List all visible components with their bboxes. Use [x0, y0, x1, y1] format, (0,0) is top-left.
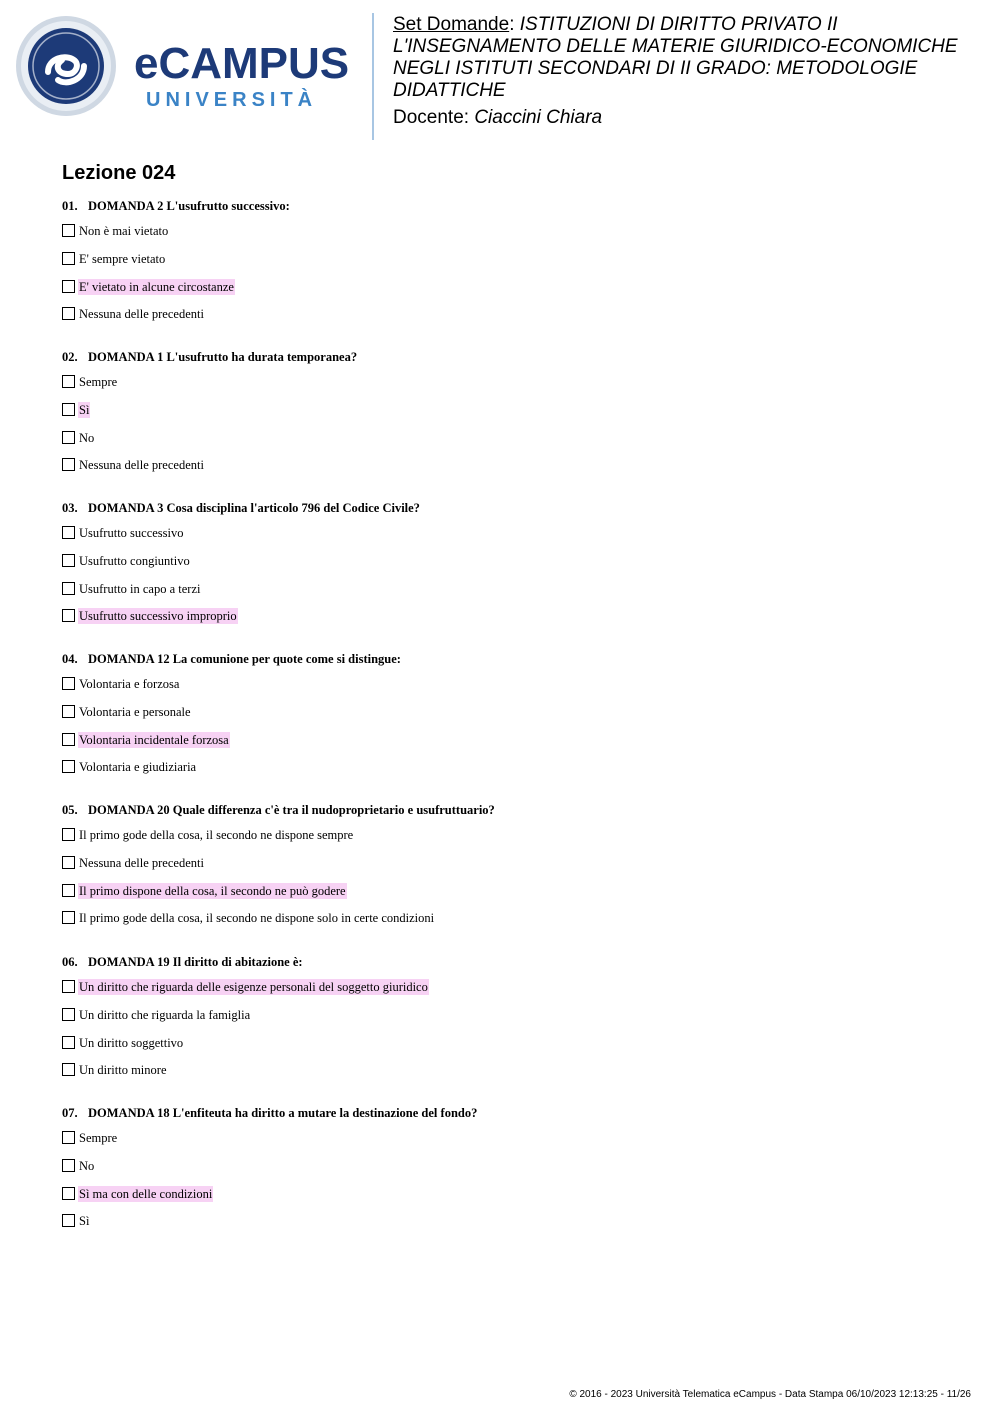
- document-header: [393, 14, 983, 129]
- correct-answer-text: Il primo dispone della cosa, il secondo ne può godere: [79, 883, 346, 898]
- answer-option: [62, 525, 962, 553]
- answer-option: [62, 608, 962, 636]
- answer-option: [62, 251, 962, 279]
- answer-checkbox[interactable]: [62, 307, 75, 320]
- answer-text: Usufrutto in capo a terzi: [79, 581, 201, 596]
- answer-option: [62, 306, 962, 334]
- question-number: 04.: [62, 652, 78, 666]
- answer-option: [62, 1035, 962, 1063]
- answer-checkbox[interactable]: [62, 1008, 75, 1021]
- answer-option: [62, 855, 962, 883]
- answer-checkbox[interactable]: [62, 1159, 75, 1172]
- question-title: [62, 348, 962, 374]
- docente-name: Ciaccini Chiara: [474, 107, 603, 128]
- question-text: DOMANDA 18 L'enfiteuta ha diritto a mutare la destinazione del fondo?: [88, 1106, 478, 1120]
- answer-option: [62, 1158, 962, 1186]
- answer-option: [62, 979, 962, 1007]
- lesson-title: Lezione 024: [62, 162, 176, 184]
- answer-checkbox[interactable]: [62, 1131, 75, 1144]
- question-item: [62, 499, 962, 636]
- answer-text: Nessuna delle precedenti: [79, 458, 204, 473]
- answer-option: [62, 279, 962, 307]
- course-line-3: NEGLI ISTITUTI SECONDARI DI II GRADO: METODOLOGIE: [393, 58, 918, 79]
- question-number: 05.: [62, 803, 78, 817]
- answer-option: [62, 704, 962, 732]
- answer-checkbox[interactable]: [62, 609, 75, 622]
- answer-checkbox[interactable]: [62, 458, 75, 471]
- question-number: 06.: [62, 955, 78, 969]
- answer-text: Sempre: [79, 1131, 118, 1145]
- answer-option: [62, 910, 962, 938]
- question-text: DOMANDA 1 L'usufrutto ha durata temporanea?: [88, 350, 358, 364]
- answer-checkbox[interactable]: [62, 980, 75, 993]
- answer-text: Un diritto soggettivo: [79, 1035, 184, 1050]
- answer-checkbox[interactable]: [62, 1063, 75, 1076]
- question-number: 01.: [62, 199, 78, 213]
- correct-answer-text: Sì ma con delle condizioni: [79, 1186, 213, 1201]
- answer-option: [62, 430, 962, 458]
- answer-checkbox[interactable]: [62, 403, 75, 416]
- answer-option: [62, 827, 962, 855]
- answer-text: Non è mai vietato: [79, 224, 169, 238]
- answer-checkbox[interactable]: [62, 760, 75, 773]
- answer-text: Il primo gode della cosa, il secondo ne dispone sempre: [79, 828, 354, 842]
- answer-checkbox[interactable]: [62, 582, 75, 595]
- answer-checkbox[interactable]: [62, 252, 75, 265]
- answer-checkbox[interactable]: [62, 733, 75, 746]
- question-item: [62, 953, 962, 1090]
- answer-option: [62, 402, 962, 430]
- answer-checkbox[interactable]: [62, 884, 75, 897]
- answer-text: Volontaria e personale: [79, 704, 191, 719]
- answer-text: Un diritto che riguarda la famiglia: [79, 1007, 251, 1022]
- answer-option: [62, 553, 962, 581]
- answer-option: [62, 883, 962, 911]
- question-title: [62, 801, 962, 827]
- answer-text: Volontaria e giudiziaria: [79, 760, 197, 775]
- set-label: Set Domande: [393, 14, 510, 35]
- set-line: [393, 14, 983, 36]
- question-item: [62, 650, 962, 787]
- answer-checkbox[interactable]: [62, 828, 75, 841]
- answer-text: E' sempre vietato: [79, 251, 166, 266]
- answer-checkbox[interactable]: [62, 705, 75, 718]
- answer-option: [62, 581, 962, 609]
- answer-checkbox[interactable]: [62, 856, 75, 869]
- question-title: [62, 499, 962, 525]
- question-text: DOMANDA 2 L'usufrutto successivo:: [88, 199, 290, 213]
- correct-answer-text: Volontaria incidentale forzosa: [79, 732, 229, 747]
- correct-answer-text: Un diritto che riguarda delle esigenze personali del soggetto giuridico: [79, 980, 428, 994]
- answer-option: [62, 1130, 962, 1158]
- answer-text: Un diritto minore: [79, 1063, 167, 1078]
- docente-label: Docente:: [393, 107, 475, 128]
- question-text: DOMANDA 12 La comunione per quote come si distingue:: [88, 652, 401, 666]
- question-text: DOMANDA 3 Cosa disciplina l'articolo 796 del Codice Civile?: [88, 501, 420, 515]
- answer-option: [62, 1007, 962, 1035]
- ecampus-seal-icon: [14, 14, 118, 118]
- question-item: [62, 1104, 962, 1241]
- answer-text: Volontaria e forzosa: [79, 677, 180, 691]
- course-line-2: L'INSEGNAMENTO DELLE MATERIE GIURIDICO-ECONOMICHE: [393, 36, 958, 57]
- course-line-4: DIDATTICHE: [393, 80, 506, 101]
- answer-option: [62, 759, 962, 787]
- answer-checkbox[interactable]: [62, 554, 75, 567]
- answer-option: [62, 374, 962, 402]
- correct-answer-text: Usufrutto successivo improprio: [79, 609, 237, 624]
- logo-subtitle: UNIVERSITÀ: [146, 89, 318, 111]
- answer-checkbox[interactable]: [62, 911, 75, 924]
- answer-checkbox[interactable]: [62, 1187, 75, 1200]
- answer-checkbox[interactable]: [62, 526, 75, 539]
- ecampus-logo: [14, 14, 359, 118]
- question-item: [62, 801, 962, 938]
- question-number: 03.: [62, 501, 78, 515]
- answer-option: [62, 1186, 962, 1214]
- answer-text: Il primo gode della cosa, il secondo ne dispone solo in certe condizioni: [79, 911, 435, 926]
- question-title: [62, 1104, 962, 1130]
- answer-checkbox[interactable]: [62, 375, 75, 388]
- answer-checkbox[interactable]: [62, 224, 75, 237]
- answer-text: No: [79, 1158, 95, 1173]
- answer-option: [62, 223, 962, 251]
- answer-checkbox[interactable]: [62, 1214, 75, 1227]
- question-title: [62, 953, 962, 979]
- answer-option: [62, 732, 962, 760]
- question-number: 02.: [62, 350, 78, 364]
- answer-text: Sempre: [79, 375, 118, 389]
- logo-name: eCAMPUS: [134, 39, 350, 88]
- answer-checkbox[interactable]: [62, 1036, 75, 1049]
- answer-text: Nessuna delle precedenti: [79, 307, 204, 322]
- answer-text: Usufrutto congiuntivo: [79, 553, 190, 568]
- question-text: DOMANDA 19 Il diritto di abitazione è:: [88, 955, 303, 969]
- answer-text: Nessuna delle precedenti: [79, 855, 204, 870]
- question-item: [62, 348, 962, 485]
- answer-option: [62, 1062, 962, 1090]
- page-footer: © 2016 - 2023 Università Telematica eCampus - Data Stampa 06/10/2023 12:13:25 - 11/26: [569, 1389, 971, 1400]
- answer-option: [62, 676, 962, 704]
- header-divider: [372, 13, 374, 140]
- answer-checkbox[interactable]: [62, 677, 75, 690]
- answer-checkbox[interactable]: [62, 431, 75, 444]
- answer-option: [62, 1213, 962, 1241]
- answer-text: No: [79, 430, 95, 445]
- answer-checkbox[interactable]: [62, 280, 75, 293]
- question-text: DOMANDA 20 Quale differenza c'è tra il nudoproprietario e usufruttuario?: [88, 803, 495, 817]
- question-title: [62, 197, 962, 223]
- course-title: ISTITUZIONI DI DIRITTO PRIVATO II: [519, 14, 838, 35]
- question-number: 07.: [62, 1106, 78, 1120]
- question-title: [62, 650, 962, 676]
- answer-text: Usufrutto successivo: [79, 526, 184, 540]
- docente-line: [393, 107, 983, 129]
- answer-option: [62, 457, 962, 485]
- correct-answer-text: E' vietato in alcune circostanze: [79, 279, 234, 294]
- set-separator: :: [509, 14, 520, 35]
- answer-text: Sì: [79, 1214, 90, 1229]
- correct-answer-text: Sì: [79, 402, 90, 417]
- question-item: [62, 197, 962, 334]
